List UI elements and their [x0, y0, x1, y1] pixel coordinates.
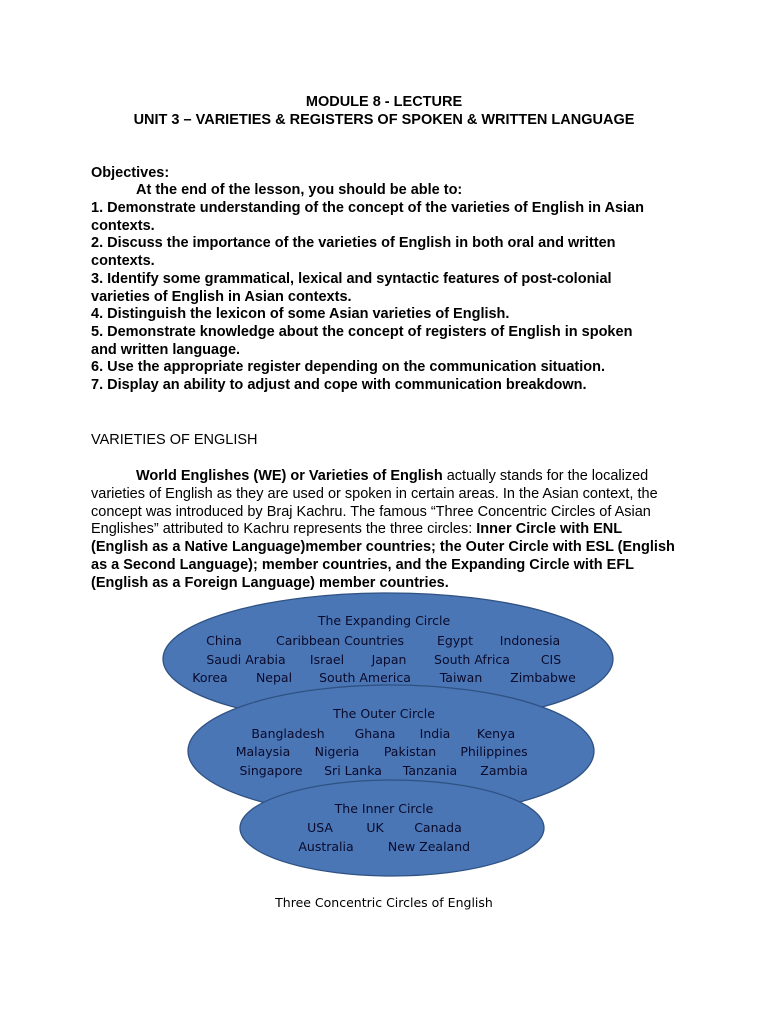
country-label: Sri Lanka: [324, 763, 382, 778]
country-label: UK: [366, 820, 384, 835]
country-label: Korea: [192, 670, 228, 685]
country-label: Tanzania: [402, 763, 458, 778]
objective-line: contexts.: [91, 253, 155, 270]
country-label: Ghana: [354, 726, 396, 741]
country-label: Bangladesh: [251, 726, 325, 741]
inner-circle: [240, 780, 544, 876]
paragraph-lead: World Englishes (WE) or Varieties of English: [136, 468, 443, 484]
objectives-heading: Objectives:: [91, 165, 170, 181]
country-label: Singapore: [239, 763, 303, 778]
country-label: South America: [319, 670, 411, 685]
country-label: USA: [307, 820, 333, 835]
objective-line: 4. Distinguish the lexicon of some Asian varieties of English.: [91, 306, 510, 323]
country-label: Kenya: [476, 726, 516, 741]
objective-line: contexts.: [91, 217, 155, 234]
diagram-caption: Three Concentric Circles of English: [275, 895, 493, 910]
country-label: New Zealand: [387, 839, 471, 854]
inner-circle-title: The Inner Circle: [334, 801, 434, 816]
country-label: Saudi Arabia: [206, 652, 286, 667]
country-label: CIS: [540, 652, 562, 667]
country-label: Philippines: [460, 744, 528, 759]
objective-line: 3. Identify some grammatical, lexical and syntactic features of post-colonial: [91, 270, 612, 287]
country-label: Caribbean Countries: [275, 633, 405, 648]
country-label: Pakistan: [383, 744, 437, 759]
objective-line: 1. Demonstrate understanding of the concept of the varieties of English in Asian: [91, 200, 644, 216]
country-label: India: [419, 726, 451, 741]
country-label: Canada: [414, 820, 462, 835]
module-title: MODULE 8 - LECTURE: [305, 94, 463, 110]
outer-circle-title: The Outer Circle: [333, 706, 435, 721]
objective-line: and written language.: [91, 341, 241, 358]
paragraph-body: actually stands for the localized varieties of English as they are used or spoken in certain areas. In the Asian context, the concept was introduced by Braj Kachru. The famous “Three Concentric Circles of Asian Englishes” attributed to Kachru represents the three circles:: [91, 468, 658, 538]
country-label: Zambia: [480, 763, 528, 778]
country-label: Nigeria: [314, 744, 360, 759]
country-label: South Africa: [434, 652, 510, 667]
country-label: China: [206, 633, 242, 648]
objective-line: varieties of English in Asian contexts.: [91, 288, 352, 305]
objectives-intro: At the end of the lesson, you should be able to:: [136, 182, 463, 198]
unit-title: UNIT 3 – VARIETIES & REGISTERS OF SPOKEN & WRITTEN LANGUAGE: [133, 112, 635, 128]
country-label: Nepal: [255, 670, 293, 685]
country-label: Japan: [371, 652, 407, 667]
country-label: Israel: [309, 652, 345, 667]
country-label: Malaysia: [235, 744, 291, 759]
country-label: Australia: [298, 839, 354, 854]
objective-line: 2. Discuss the importance of the varieties of English in both oral and written: [91, 235, 616, 252]
paragraph-circles: Inner Circle with ENL (English as a Native Language)member countries; the Outer Circle with ESL (English as a Second Language); member countries, and the Expanding Circle with EFL (English as a Foreign Language) member countries.: [91, 521, 675, 591]
country-label: Indonesia: [499, 633, 561, 648]
country-label: Taiwan: [439, 670, 483, 685]
objective-line: 5. Demonstrate knowledge about the concept of registers of English in spoken: [91, 323, 633, 340]
country-label: Zimbabwe: [510, 670, 576, 685]
objective-line: 7. Display an ability to adjust and cope with communication breakdown.: [91, 377, 587, 394]
section-heading: VARIETIES OF ENGLISH: [91, 432, 258, 448]
objective-line: 6. Use the appropriate register depending on the communication situation.: [91, 359, 606, 376]
expanding-circle-title: The Expanding Circle: [317, 613, 451, 628]
country-label: Egypt: [436, 633, 474, 648]
